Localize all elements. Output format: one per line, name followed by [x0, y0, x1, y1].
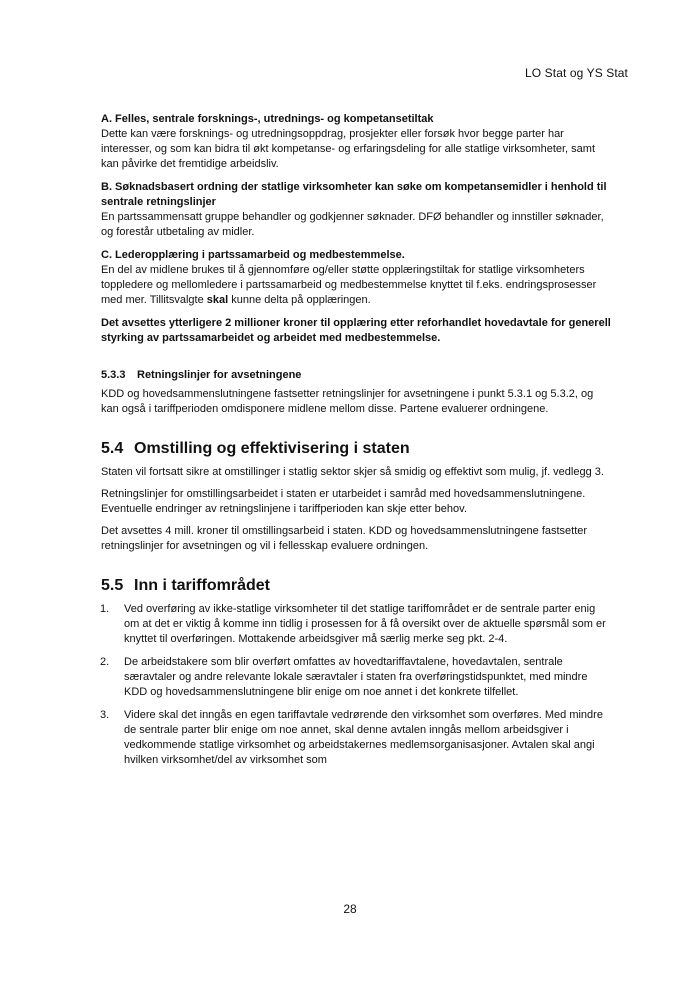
block-c — [101, 248, 613, 308]
subsection-text: KDD og hovedsammenslutningene fastsetter retningslinjer for avsetningene i punkt 5.3.1 og 5.3.2, og kan også i tariffperioden omdisponere midlene mellom disse. Partene evaluerer ordningene. — [101, 388, 594, 415]
block-b-title: B. Søknadsbasert ordning der statlige virksomheter kan søke om kompetansemidler i henhold til sentrale retningslinjer — [101, 181, 607, 208]
block-c-text — [101, 263, 613, 308]
section-5-4-number: 5.4 — [101, 440, 124, 457]
page-number: 28 — [343, 902, 357, 916]
list-item-number: 2. — [100, 656, 110, 668]
block-c-text-after: kunne delta på opplæringen. — [228, 294, 371, 306]
list-item-text: Ved overføring av ikke-statlige virksomheter til det statlige tariffområdet er de sentrale parter enig om at det er viktig å komme inn tidlig i prosessen for å få oversikt over de aktuelle spørsmål som er knyttet til overføringen. Mottakende arbeidsgiver må særlig merke seg pkt. 2-4. — [124, 603, 606, 645]
bold-paragraph: Det avsettes ytterligere 2 millioner kroner til opplæring etter reforhandlet hovedavtale for generell styrking av partssamarbeidet og arbeidet med medbestemmelse. — [101, 317, 611, 344]
block-b — [101, 180, 613, 240]
subsection-heading — [101, 368, 613, 383]
section-5-5-title: Inn i tariffområdet — [134, 577, 271, 594]
section-5-4-paragraph: Retningslinjer for omstillingsarbeidet i staten er utarbeidet i samråd med hovedsammenslutningene. Eventuelle endringer av retningslinjene i tariffperioden kan skje etter behov. — [101, 488, 586, 515]
section-5-4-paragraph: Det avsettes 4 mill. kroner til omstillingsarbeid i staten. KDD og hovedsammenslutningene fastsetter retningslinjer for avsetningen og vil i fellesskap evaluere ordningen. — [101, 525, 588, 552]
page-header: LO Stat og YS Stat — [525, 66, 628, 80]
subsection-title: Retningslinjer for avsetningene — [137, 369, 302, 381]
block-c-title: C. Lederopplæring i partssamarbeid og medbestemmelse. — [101, 249, 405, 261]
section-5-4-title: Omstilling og effektivisering i staten — [134, 440, 410, 457]
block-c-text-before: En del av midlene brukes til å gjennomføre og/eller støtte opplæringstiltak for statlige virksomheters toppledere og mellomledere i partssamarbeid og medbestemmelse knyttet til f.eks. endringsprosesser med mer. Tillitsvalgte — [101, 264, 597, 306]
section-5-5-number: 5.5 — [101, 577, 124, 594]
block-b-text: En partssammensatt gruppe behandler og godkjenner søknader. DFØ behandler og innstiller søknader, og forestår utbetaling av midler. — [101, 211, 604, 238]
section-5-5-list — [101, 602, 613, 768]
section-5-5-heading — [101, 576, 613, 596]
list-item-text: De arbeidstakere som blir overført omfattes av hovedtariffavtalene, hovedavtalen, sentrale særavtaler og andre relevante lokale særavtaler i staten fra overføringstidspunktet, med mindre KDD og hovedsammenslutningene blir enige om noe annet i det konkrete tilfellet. — [124, 656, 588, 698]
section-5-4-heading — [101, 439, 613, 459]
page-content — [101, 112, 613, 776]
list-item-text: Videre skal det inngås en egen tariffavtale vedrørende den virksomhet som overføres. Med mindre de sentrale parter blir enige om noe annet, skal denne avtalen inngås mellom arbeidsgiver i vedkommende statlige virksomhet og arbeidstakernes medlemsorganisasjoner. Avtalen skal angi hvilken virksomhet/del av virksomhet som — [124, 709, 603, 766]
list-item-number: 3. — [100, 709, 110, 721]
block-a-text: Dette kan være forsknings- og utredningsoppdrag, prosjekter eller forsøk hvor begge parter har interesser, og som kan bidra til økt kompetanse- og erfaringsdeling for alle statlige virksomheter, samt kan påvirke det fremtidige arbeidsliv. — [101, 128, 596, 170]
list-item — [101, 655, 613, 700]
block-c-text-bold: skal — [206, 294, 229, 306]
block-a-title: A. Felles, sentrale forsknings-, utrednings- og kompetansetiltak — [101, 113, 434, 125]
section-5-4-paragraph: Staten vil fortsatt sikre at omstillinger i statlig sektor skjer så smidig og effektivt som mulig, jf. vedlegg 3. — [101, 466, 604, 478]
list-item — [101, 708, 613, 768]
list-item — [101, 602, 613, 647]
list-item-number: 1. — [100, 603, 110, 615]
subsection-number: 5.3.3 — [101, 369, 126, 381]
block-a — [101, 112, 613, 172]
